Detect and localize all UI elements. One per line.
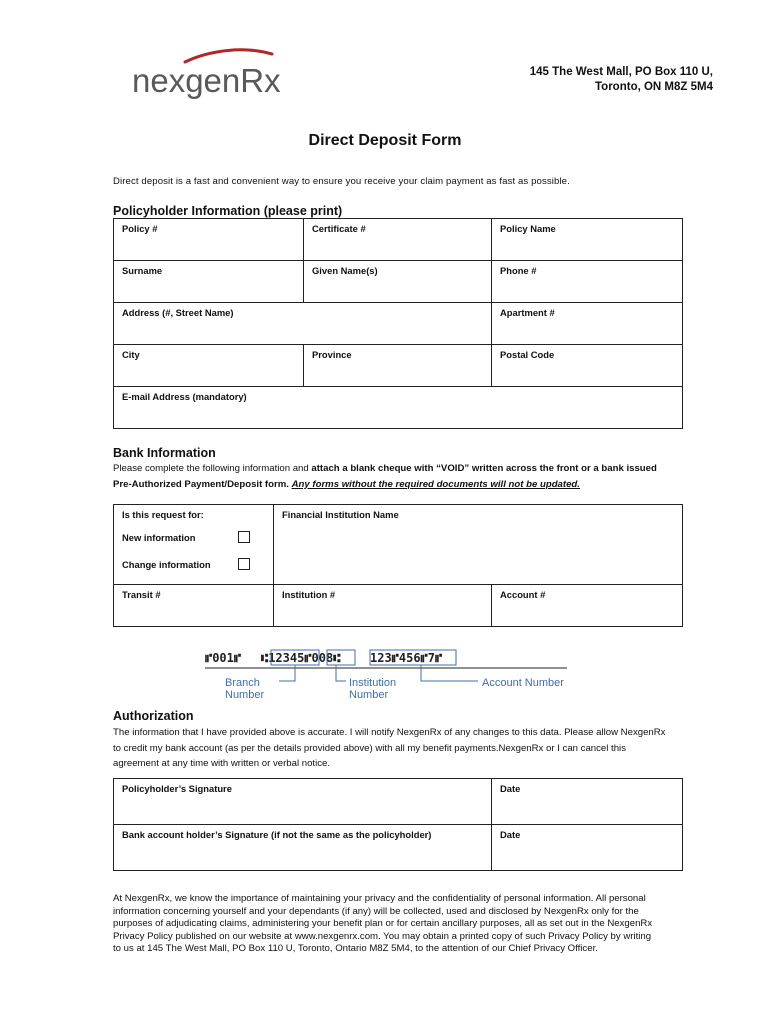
branch-pointer bbox=[279, 665, 295, 681]
new-info-row bbox=[122, 530, 265, 544]
bank-table bbox=[113, 504, 683, 627]
city-label: City bbox=[122, 349, 140, 360]
institution-field[interactable] bbox=[274, 585, 492, 627]
given-names-label: Given Name(s) bbox=[312, 265, 378, 276]
bank-instructions-bold: attach a blank cheque with “VOID” written across the front or a bank issued Pre-Authorized Payment/Deposit form. bbox=[113, 463, 657, 490]
micr-transit-institution: ⑆12345⑈008⑆ bbox=[261, 651, 341, 665]
date-label-1: Date bbox=[500, 783, 521, 794]
policy-name-field[interactable] bbox=[492, 219, 683, 261]
cheque-micr-diagram bbox=[205, 648, 575, 710]
postal-code-label: Postal Code bbox=[500, 349, 555, 360]
change-info-row bbox=[122, 557, 265, 571]
account-holder-signature-label: Bank account holder’s Signature (if not the same as the policyholder) bbox=[122, 829, 432, 840]
certificate-number-field[interactable] bbox=[304, 219, 492, 261]
certificate-number-label: Certificate # bbox=[312, 223, 366, 234]
logo-text: nexgenRx bbox=[132, 62, 281, 99]
account-holder-signature-field[interactable] bbox=[114, 825, 492, 871]
privacy-statement: At NexgenRx, we know the importance of maintaining your privacy and the confidentiality of personal information. All personal information concerning yourself and your dependants (if any) will be collected, used and disclosed by NexgenRx only for the purposes of adjudicating claims, administering your benefit plan or for certain ancillary purposes, all as set out in the NexgenRx Privacy Policy published on our website at www.nexgenrx.com. You may obtain a printed copy of such Privacy Policy by writing to us at 145 The West Mall, PO Box 110 U, Toronto, Ontario M8Z 5M4, to the attention of our Chief Privacy Officer. bbox=[113, 893, 653, 955]
date-label-2: Date bbox=[500, 829, 521, 840]
bank-instructions bbox=[113, 461, 673, 492]
apartment-label: Apartment # bbox=[500, 307, 555, 318]
policyholder-signature-label: Policyholder’s Signature bbox=[122, 783, 232, 794]
branch-caption-1: Branch bbox=[225, 677, 260, 689]
institution-label: Institution # bbox=[282, 589, 336, 600]
request-type-label: Is this request for: bbox=[122, 509, 204, 520]
address-line-2: Toronto, ON M8Z 5M4 bbox=[595, 81, 713, 93]
account-caption: Account Number bbox=[482, 677, 564, 689]
apartment-field[interactable] bbox=[492, 303, 683, 345]
account-label: Account # bbox=[500, 589, 546, 600]
financial-institution-label: Financial Institution Name bbox=[282, 509, 399, 520]
logo-swoosh bbox=[185, 50, 272, 62]
policyholder-table bbox=[113, 218, 683, 429]
surname-label: Surname bbox=[122, 265, 163, 276]
transit-field[interactable] bbox=[114, 585, 274, 627]
financial-institution-field[interactable] bbox=[274, 505, 683, 585]
account-pointer bbox=[421, 665, 478, 681]
city-field[interactable] bbox=[114, 345, 304, 387]
phone-label: Phone # bbox=[500, 265, 537, 276]
institution-caption-2: Number bbox=[349, 689, 389, 701]
intro-text: Direct deposit is a fast and convenient way to ensure you receive your claim payment as fast as possible. bbox=[113, 176, 570, 187]
form-title: Direct Deposit Form bbox=[308, 132, 462, 149]
new-info-label: New information bbox=[122, 531, 196, 543]
change-info-checkbox[interactable] bbox=[238, 558, 250, 570]
postal-code-field[interactable] bbox=[492, 345, 683, 387]
signature-table bbox=[113, 778, 683, 871]
policyholder-signature-field[interactable] bbox=[114, 779, 492, 825]
date-field-2[interactable] bbox=[492, 825, 683, 871]
transit-label: Transit # bbox=[122, 589, 161, 600]
bank-instructions-text: Please complete the following information and bbox=[113, 463, 312, 474]
policy-number-label: Policy # bbox=[122, 223, 158, 234]
micr-account: 123⑈456⑈7⑈ bbox=[370, 651, 443, 665]
email-field[interactable] bbox=[114, 387, 683, 429]
authorization-section-title: Authorization bbox=[113, 709, 194, 723]
authorization-text: The information that I have provided above is accurate. I will notify NexgenRx of any changes to this data. Please allow NexgenRx to credit my bank account (as per the details provided above) with all my benefit payments.NexgenRx or I can cancel this agreement at any time with written or verbal notice. bbox=[113, 727, 666, 769]
phone-field[interactable] bbox=[492, 261, 683, 303]
given-names-field[interactable] bbox=[304, 261, 492, 303]
request-type-cell bbox=[114, 505, 274, 585]
micr-cheque-number: ⑈001⑈ bbox=[205, 651, 242, 665]
account-field[interactable] bbox=[492, 585, 683, 627]
change-info-label: Change information bbox=[122, 558, 211, 570]
province-field[interactable] bbox=[304, 345, 492, 387]
address-field[interactable] bbox=[114, 303, 492, 345]
surname-field[interactable] bbox=[114, 261, 304, 303]
bank-instructions-warning: Any forms without the required documents will not be updated. bbox=[291, 478, 580, 490]
bank-section-title: Bank Information bbox=[113, 446, 216, 460]
institution-caption-1: Institution bbox=[349, 677, 397, 689]
province-label: Province bbox=[312, 349, 352, 360]
address-label: Address (#, Street Name) bbox=[122, 307, 234, 318]
policyholder-section-title: Policyholder Information (please print) bbox=[113, 204, 343, 218]
policy-name-label: Policy Name bbox=[500, 223, 556, 234]
date-field-1[interactable] bbox=[492, 779, 683, 825]
policy-number-field[interactable] bbox=[114, 219, 304, 261]
institution-pointer bbox=[336, 665, 346, 681]
nexgenrx-logo bbox=[130, 48, 300, 110]
address-line-1: 145 The West Mall, PO Box 110 U, bbox=[529, 66, 713, 78]
company-address bbox=[530, 65, 713, 95]
new-info-checkbox[interactable] bbox=[238, 531, 250, 543]
email-label: E-mail Address (mandatory) bbox=[122, 391, 247, 402]
branch-caption-2: Number bbox=[225, 689, 265, 701]
